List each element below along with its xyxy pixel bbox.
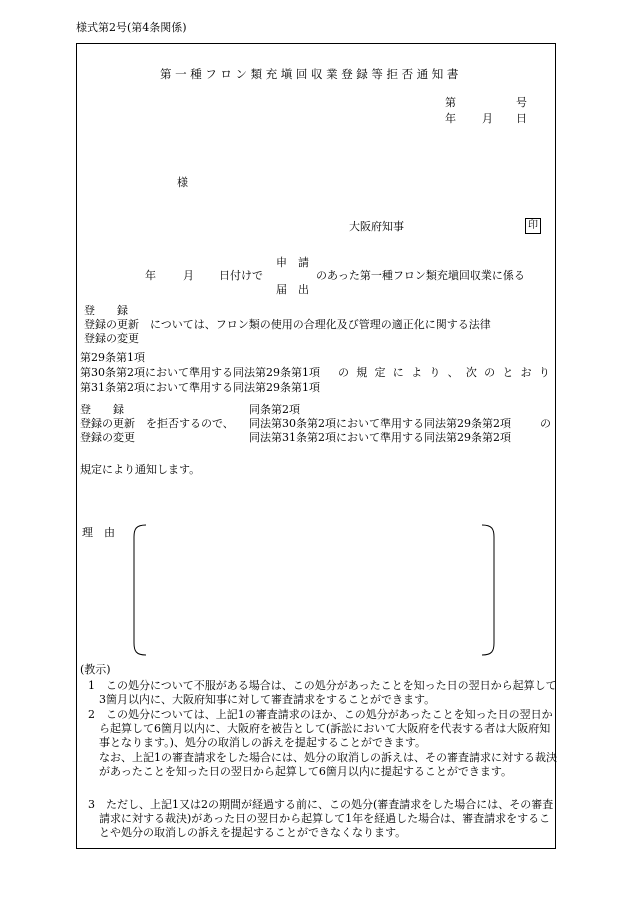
provision-text (338, 367, 550, 378)
doc-number-go: 号 (516, 96, 527, 109)
provision-char: よ (411, 366, 423, 379)
seal-stamp: 印 (525, 218, 541, 234)
date-year: 年 (445, 112, 456, 125)
reason-bracket-left (130, 523, 150, 657)
page-title: 第一種フロン類充塡回収業登録等拒否通知書 (160, 67, 462, 81)
reg-option-3: 登録の変更 (84, 332, 139, 345)
reg-option-b-2: 登録の更新 (80, 417, 135, 430)
provision-char: 、 (447, 366, 459, 379)
date-tsuki: 月 (183, 269, 194, 282)
article-option-b-3: 同法第31条第2項において準用する同法第29条第2項 (249, 431, 511, 444)
reg-option-1: 登 録 (84, 304, 128, 317)
date-nen: 年 (145, 269, 156, 282)
provision-char: の (484, 366, 496, 379)
line1-tail: のあった第一種フロン類充塡回収業に係る (316, 269, 525, 282)
reason-label: 理 由 (82, 526, 115, 539)
notice-heading: (教示) (80, 663, 111, 676)
line2-tail: については、フロン類の使用の合理化及び管理の適正化に関する法律 (150, 318, 491, 331)
issuer: 大阪府知事 (349, 220, 404, 233)
article-option-2: 第30条第2項において準用する同法第29条第1項 (80, 366, 320, 379)
provision-char: に (392, 366, 404, 379)
doc-number-dai: 第 (445, 96, 456, 109)
option-todoke: 届 出 (276, 283, 309, 296)
article-option-b-1: 同条第2項 (249, 403, 300, 416)
article-option-b-2: 同法第30条第2項において準用する同法第29条第2項 (249, 417, 511, 430)
date-hi: 日付けで (219, 269, 263, 282)
date-day: 日 (516, 112, 527, 125)
reg-option-2: 登録の更新 (84, 318, 139, 331)
closing-text: 規定により通知します。 (80, 463, 201, 476)
provision-char: り (538, 366, 550, 379)
option-shinsei: 申 請 (276, 256, 309, 269)
form-label: 様式第2号(第4条関係) (76, 21, 187, 34)
reason-bracket-right (478, 523, 498, 657)
article-option-1: 第29条第1項 (80, 351, 145, 364)
notice-item-1: 1 この処分について不服がある場合は、この処分があったことを知った日の翌日から起算して3箇月以内に、大阪府知事に対して審査請求をすることができます。 (88, 679, 557, 706)
provision-char: お (520, 366, 532, 379)
provision-char: 定 (374, 366, 386, 379)
notice-item-3: 3 ただし、上記1又は2の期間が経過する前に、この処分(審査請求をした場合には、その審査請求に対する裁決)があった日の翌日から起算して1年を経過した場合は、審査請求をすることや処分の取消しの訴えを提起することができなくなります。 (88, 798, 554, 839)
notice-item-2-note: なお、上記1の審査請求をした場合には、処分の取消しの訴えは、その審査請求に対する裁決があったことを知った日の翌日から起算して6箇月以内に提起することができます。 (88, 751, 557, 778)
provision-char: と (502, 366, 514, 379)
notice-item-2: 2 この処分については、上記1の審査請求のほか、この処分があったことを知った日の翌日から起算して6箇月以内に、大阪府を被告として(訴訟において大阪府を代表する者は大阪府知事となります。)、処分の取消しの訴えを提起することができます。 (88, 708, 553, 749)
provision-char: り (429, 366, 441, 379)
addressee-sama: 様 (177, 176, 188, 189)
article-option-3: 第31条第2項において準用する同法第29条第1項 (80, 381, 320, 394)
reg-option-b-3: 登録の変更 (80, 431, 135, 444)
reg-option-b-1: 登 録 (80, 403, 124, 416)
date-month: 月 (482, 112, 493, 125)
provision-char: 次 (465, 366, 477, 379)
provision-char: 規 (356, 366, 368, 379)
refusal-text: を拒否するので、 (146, 417, 234, 430)
provision-char: の (338, 366, 349, 379)
no-particle: の (540, 417, 551, 430)
